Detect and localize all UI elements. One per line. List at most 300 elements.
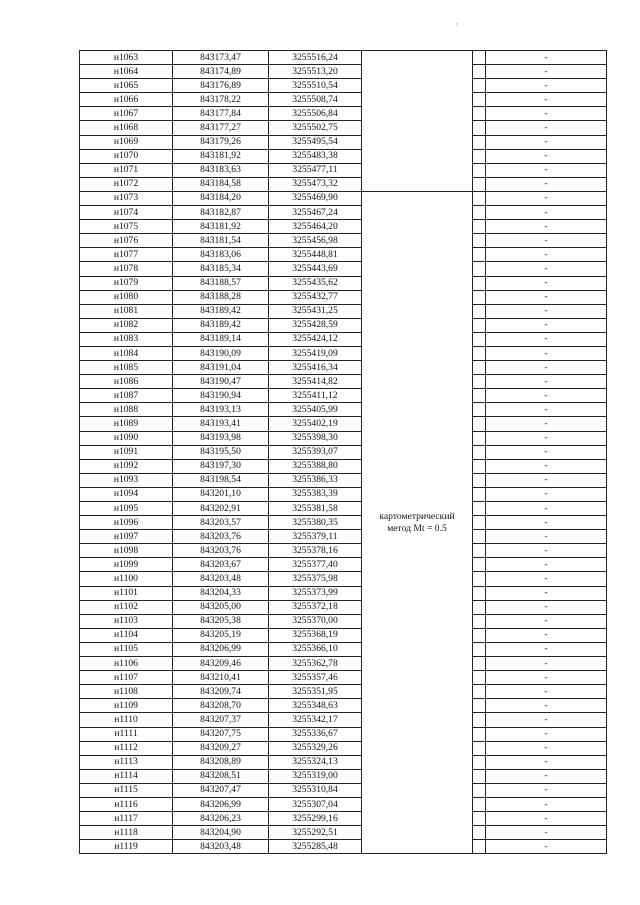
point-id-cell: н1103: [80, 614, 173, 628]
x-coordinate-cell: 843188,57: [173, 276, 269, 290]
dash-cell: -: [486, 530, 607, 544]
table-row: [80, 389, 607, 403]
table-row: [80, 487, 607, 501]
dash-cell: -: [486, 318, 607, 332]
y-coordinate-cell: 3255378,16: [269, 544, 362, 558]
y-coordinate-cell: 3255416,34: [269, 361, 362, 375]
table-row: [80, 614, 607, 628]
y-coordinate-cell: 3255405,99: [269, 403, 362, 417]
y-coordinate-cell: 3255319,00: [269, 769, 362, 783]
point-id-cell: н1078: [80, 262, 173, 276]
table-row: [80, 755, 607, 769]
y-coordinate-cell: 3255411,12: [269, 389, 362, 403]
table-row: [80, 375, 607, 389]
table-row: [80, 65, 607, 79]
point-id-cell: н1092: [80, 459, 173, 473]
table-row: [80, 191, 607, 205]
table-row: [80, 699, 607, 713]
gap-cell: [473, 332, 486, 346]
point-id-cell: н1074: [80, 206, 173, 220]
coordinates-table: [79, 50, 607, 854]
point-id-cell: н1080: [80, 290, 173, 304]
gap-cell: [473, 473, 486, 487]
table-row: [80, 431, 607, 445]
dash-cell: -: [486, 826, 607, 840]
x-coordinate-cell: 843181,92: [173, 220, 269, 234]
gap-cell: [473, 657, 486, 671]
point-id-cell: н1112: [80, 741, 173, 755]
gap-cell: [473, 642, 486, 656]
x-coordinate-cell: 843184,20: [173, 191, 269, 205]
gap-cell: [473, 572, 486, 586]
x-coordinate-cell: 843207,47: [173, 783, 269, 797]
x-coordinate-cell: 843185,34: [173, 262, 269, 276]
gap-cell: [473, 586, 486, 600]
x-coordinate-cell: 843181,92: [173, 149, 269, 163]
table-row: [80, 642, 607, 656]
dash-cell: -: [486, 121, 607, 135]
dash-cell: -: [486, 685, 607, 699]
table-row: [80, 600, 607, 614]
table-row: [80, 262, 607, 276]
gap-cell: [473, 346, 486, 360]
gap-cell: [473, 713, 486, 727]
point-id-cell: н1109: [80, 699, 173, 713]
dash-cell: -: [486, 346, 607, 360]
y-coordinate-cell: 3255292,51: [269, 826, 362, 840]
gap-cell: [473, 290, 486, 304]
dash-cell: -: [486, 459, 607, 473]
gap-cell: [473, 361, 486, 375]
dash-cell: -: [486, 741, 607, 755]
x-coordinate-cell: 843209,46: [173, 657, 269, 671]
dash-cell: -: [486, 657, 607, 671]
method-cell: [362, 191, 473, 853]
dash-cell: -: [486, 473, 607, 487]
dash-cell: -: [486, 361, 607, 375]
gap-cell: [473, 248, 486, 262]
x-coordinate-cell: 843189,42: [173, 318, 269, 332]
table-row: [80, 177, 607, 191]
x-coordinate-cell: 843203,76: [173, 530, 269, 544]
x-coordinate-cell: 843203,76: [173, 544, 269, 558]
point-id-cell: н1114: [80, 769, 173, 783]
point-id-cell: н1111: [80, 727, 173, 741]
gap-cell: [473, 389, 486, 403]
gap-cell: [473, 375, 486, 389]
x-coordinate-cell: 843183,63: [173, 163, 269, 177]
y-coordinate-cell: 3255307,04: [269, 797, 362, 811]
dash-cell: -: [486, 713, 607, 727]
y-coordinate-cell: 3255495,54: [269, 135, 362, 149]
y-coordinate-cell: 3255342,17: [269, 713, 362, 727]
gap-cell: [473, 769, 486, 783]
x-coordinate-cell: 843208,51: [173, 769, 269, 783]
table-row: [80, 586, 607, 600]
point-id-cell: н1072: [80, 177, 173, 191]
y-coordinate-cell: 3255516,24: [269, 51, 362, 65]
point-id-cell: н1087: [80, 389, 173, 403]
table-row: [80, 107, 607, 121]
dash-cell: -: [486, 840, 607, 854]
table-row: [80, 445, 607, 459]
y-coordinate-cell: 3255477,11: [269, 163, 362, 177]
y-coordinate-cell: 3255448,81: [269, 248, 362, 262]
gap-cell: [473, 220, 486, 234]
gap-cell: [473, 262, 486, 276]
x-coordinate-cell: 843189,14: [173, 332, 269, 346]
gap-cell: [473, 741, 486, 755]
dash-cell: -: [486, 51, 607, 65]
y-coordinate-cell: 3255285,48: [269, 840, 362, 854]
y-coordinate-cell: 3255372,18: [269, 600, 362, 614]
point-id-cell: н1102: [80, 600, 173, 614]
point-id-cell: н1070: [80, 149, 173, 163]
x-coordinate-cell: 843195,50: [173, 445, 269, 459]
point-id-cell: н1065: [80, 79, 173, 93]
gap-cell: [473, 685, 486, 699]
table-row: [80, 220, 607, 234]
y-coordinate-cell: 3255388,80: [269, 459, 362, 473]
dash-cell: -: [486, 107, 607, 121]
point-id-cell: н1063: [80, 51, 173, 65]
point-id-cell: н1096: [80, 516, 173, 530]
table-row: [80, 290, 607, 304]
gap-cell: [473, 403, 486, 417]
y-coordinate-cell: 3255508,74: [269, 93, 362, 107]
dash-cell: -: [486, 671, 607, 685]
point-id-cell: н1090: [80, 431, 173, 445]
table-row: [80, 812, 607, 826]
gap-cell: [473, 727, 486, 741]
x-coordinate-cell: 843193,13: [173, 403, 269, 417]
table-row: [80, 713, 607, 727]
x-coordinate-cell: 843203,48: [173, 572, 269, 586]
table-row: [80, 826, 607, 840]
dash-cell: -: [486, 276, 607, 290]
table-row: [80, 516, 607, 530]
dash-cell: -: [486, 516, 607, 530]
point-id-cell: н1101: [80, 586, 173, 600]
x-coordinate-cell: 843204,90: [173, 826, 269, 840]
gap-cell: [473, 276, 486, 290]
gap-cell: [473, 431, 486, 445]
table-row: [80, 149, 607, 163]
table-row: [80, 657, 607, 671]
x-coordinate-cell: 843193,41: [173, 417, 269, 431]
y-coordinate-cell: 3255370,00: [269, 614, 362, 628]
dash-cell: -: [486, 375, 607, 389]
x-coordinate-cell: 843205,19: [173, 628, 269, 642]
y-coordinate-cell: 3255513,20: [269, 65, 362, 79]
point-id-cell: н1077: [80, 248, 173, 262]
gap-cell: [473, 826, 486, 840]
point-id-cell: н1115: [80, 783, 173, 797]
table-row: [80, 544, 607, 558]
y-coordinate-cell: 3255383,39: [269, 487, 362, 501]
gap-cell: [473, 614, 486, 628]
gap-cell: [473, 177, 486, 191]
point-id-cell: н1118: [80, 826, 173, 840]
y-coordinate-cell: 3255432,77: [269, 290, 362, 304]
table-row: [80, 417, 607, 431]
x-coordinate-cell: 843204,33: [173, 586, 269, 600]
x-coordinate-cell: 843209,74: [173, 685, 269, 699]
dash-cell: -: [486, 135, 607, 149]
point-id-cell: н1091: [80, 445, 173, 459]
x-coordinate-cell: 843210,41: [173, 671, 269, 685]
x-coordinate-cell: 843174,89: [173, 65, 269, 79]
x-coordinate-cell: 843190,47: [173, 375, 269, 389]
method-line-2: метод Mt = 0.5: [387, 522, 447, 534]
y-coordinate-cell: 3255424,12: [269, 332, 362, 346]
point-id-cell: н1117: [80, 812, 173, 826]
dash-cell: -: [486, 93, 607, 107]
y-coordinate-cell: 3255373,99: [269, 586, 362, 600]
gap-cell: [473, 121, 486, 135]
y-coordinate-cell: 3255362,78: [269, 657, 362, 671]
gap-cell: [473, 206, 486, 220]
x-coordinate-cell: 843205,38: [173, 614, 269, 628]
point-id-cell: н1119: [80, 840, 173, 854]
x-coordinate-cell: 843202,91: [173, 502, 269, 516]
table-row: [80, 459, 607, 473]
dash-cell: -: [486, 558, 607, 572]
y-coordinate-cell: 3255464,20: [269, 220, 362, 234]
point-id-cell: н1108: [80, 685, 173, 699]
table-row: [80, 741, 607, 755]
gap-cell: [473, 502, 486, 516]
point-id-cell: н1099: [80, 558, 173, 572]
table-row: [80, 628, 607, 642]
dash-cell: -: [486, 544, 607, 558]
dash-cell: -: [486, 191, 607, 205]
point-id-cell: н1097: [80, 530, 173, 544]
dash-cell: -: [486, 699, 607, 713]
dash-cell: -: [486, 614, 607, 628]
gap-cell: [473, 459, 486, 473]
gap-cell: [473, 628, 486, 642]
x-coordinate-cell: 843191,04: [173, 361, 269, 375]
point-id-cell: н1105: [80, 642, 173, 656]
gap-cell: [473, 304, 486, 318]
y-coordinate-cell: 3255431,25: [269, 304, 362, 318]
point-id-cell: н1095: [80, 502, 173, 516]
point-id-cell: н1094: [80, 487, 173, 501]
y-coordinate-cell: 3255375,98: [269, 572, 362, 586]
gap-cell: [473, 755, 486, 769]
gap-cell: [473, 79, 486, 93]
point-id-cell: н1066: [80, 93, 173, 107]
table-row: [80, 248, 607, 262]
point-id-cell: н1084: [80, 346, 173, 360]
dash-cell: -: [486, 206, 607, 220]
dash-cell: -: [486, 389, 607, 403]
point-id-cell: н1068: [80, 121, 173, 135]
x-coordinate-cell: 843190,09: [173, 346, 269, 360]
method-cell-empty: [362, 51, 473, 192]
y-coordinate-cell: 3255380,35: [269, 516, 362, 530]
x-coordinate-cell: 843193,98: [173, 431, 269, 445]
point-id-cell: н1088: [80, 403, 173, 417]
point-id-cell: н1085: [80, 361, 173, 375]
y-coordinate-cell: 3255414,82: [269, 375, 362, 389]
gap-cell: [473, 671, 486, 685]
dash-cell: -: [486, 234, 607, 248]
dash-cell: -: [486, 769, 607, 783]
table-row: [80, 530, 607, 544]
dash-cell: -: [486, 332, 607, 346]
dash-cell: -: [486, 304, 607, 318]
point-id-cell: н1075: [80, 220, 173, 234]
y-coordinate-cell: 3255393,07: [269, 445, 362, 459]
x-coordinate-cell: 843209,27: [173, 741, 269, 755]
x-coordinate-cell: 843181,54: [173, 234, 269, 248]
gap-cell: [473, 163, 486, 177]
x-coordinate-cell: 843189,42: [173, 304, 269, 318]
dash-cell: -: [486, 403, 607, 417]
dash-cell: -: [486, 149, 607, 163]
dash-cell: -: [486, 290, 607, 304]
dash-cell: -: [486, 220, 607, 234]
x-coordinate-cell: 843203,67: [173, 558, 269, 572]
table-row: [80, 93, 607, 107]
dash-cell: -: [486, 417, 607, 431]
point-id-cell: н1100: [80, 572, 173, 586]
x-coordinate-cell: 843177,27: [173, 121, 269, 135]
gap-cell: [473, 135, 486, 149]
gap-cell: [473, 417, 486, 431]
y-coordinate-cell: 3255483,38: [269, 149, 362, 163]
gap-cell: [473, 600, 486, 614]
point-id-cell: н1073: [80, 191, 173, 205]
table-row: [80, 572, 607, 586]
y-coordinate-cell: 3255299,16: [269, 812, 362, 826]
dash-cell: -: [486, 755, 607, 769]
y-coordinate-cell: 3255428,59: [269, 318, 362, 332]
dash-cell: -: [486, 642, 607, 656]
table-row: [80, 304, 607, 318]
point-id-cell: н1093: [80, 473, 173, 487]
y-coordinate-cell: 3255510,54: [269, 79, 362, 93]
gap-cell: [473, 445, 486, 459]
table-row: [80, 502, 607, 516]
x-coordinate-cell: 843178,22: [173, 93, 269, 107]
x-coordinate-cell: 843207,37: [173, 713, 269, 727]
table-row: [80, 783, 607, 797]
dash-cell: -: [486, 65, 607, 79]
point-id-cell: н1086: [80, 375, 173, 389]
point-id-cell: н1079: [80, 276, 173, 290]
y-coordinate-cell: 3255324,13: [269, 755, 362, 769]
point-id-cell: н1064: [80, 65, 173, 79]
gap-cell: [473, 797, 486, 811]
dash-cell: -: [486, 177, 607, 191]
table-row: [80, 685, 607, 699]
y-coordinate-cell: 3255357,46: [269, 671, 362, 685]
table-row: [80, 403, 607, 417]
dash-cell: -: [486, 163, 607, 177]
table-row: [80, 206, 607, 220]
gap-cell: [473, 318, 486, 332]
gap-cell: [473, 93, 486, 107]
x-coordinate-cell: 843183,06: [173, 248, 269, 262]
table-row: [80, 671, 607, 685]
x-coordinate-cell: 843208,70: [173, 699, 269, 713]
dash-cell: -: [486, 445, 607, 459]
y-coordinate-cell: 3255329,26: [269, 741, 362, 755]
gap-cell: [473, 234, 486, 248]
point-id-cell: н1113: [80, 755, 173, 769]
y-coordinate-cell: 3255506,84: [269, 107, 362, 121]
dash-cell: -: [486, 783, 607, 797]
y-coordinate-cell: 3255377,40: [269, 558, 362, 572]
y-coordinate-cell: 3255386,33: [269, 473, 362, 487]
table-row: [80, 840, 607, 854]
y-coordinate-cell: 3255443,69: [269, 262, 362, 276]
table-row: [80, 163, 607, 177]
table-row: [80, 797, 607, 811]
x-coordinate-cell: 843173,47: [173, 51, 269, 65]
y-coordinate-cell: 3255366,10: [269, 642, 362, 656]
x-coordinate-cell: 843197,30: [173, 459, 269, 473]
x-coordinate-cell: 843179,26: [173, 135, 269, 149]
gap-cell: [473, 558, 486, 572]
dash-cell: -: [486, 79, 607, 93]
gap-cell: [473, 516, 486, 530]
y-coordinate-cell: 3255336,67: [269, 727, 362, 741]
table-row: [80, 51, 607, 65]
dash-cell: -: [486, 262, 607, 276]
y-coordinate-cell: 3255398,30: [269, 431, 362, 445]
point-id-cell: н1083: [80, 332, 173, 346]
x-coordinate-cell: 843206,99: [173, 642, 269, 656]
gap-cell: [473, 191, 486, 205]
point-id-cell: н1069: [80, 135, 173, 149]
y-coordinate-cell: 3255502,75: [269, 121, 362, 135]
gap-cell: [473, 107, 486, 121]
gap-cell: [473, 530, 486, 544]
point-id-cell: н1082: [80, 318, 173, 332]
y-coordinate-cell: 3255379,11: [269, 530, 362, 544]
dash-cell: -: [486, 502, 607, 516]
x-coordinate-cell: 843206,99: [173, 797, 269, 811]
point-id-cell: н1081: [80, 304, 173, 318]
x-coordinate-cell: 843207,75: [173, 727, 269, 741]
table-row: [80, 79, 607, 93]
gap-cell: [473, 149, 486, 163]
dash-cell: -: [486, 797, 607, 811]
y-coordinate-cell: 3255419,09: [269, 346, 362, 360]
y-coordinate-cell: 3255435,62: [269, 276, 362, 290]
point-id-cell: н1104: [80, 628, 173, 642]
coordinates-table-body: [80, 51, 607, 854]
gap-cell: [473, 65, 486, 79]
table-row: [80, 121, 607, 135]
point-id-cell: н1110: [80, 713, 173, 727]
point-id-cell: н1071: [80, 163, 173, 177]
y-coordinate-cell: 3255456,98: [269, 234, 362, 248]
gap-cell: [473, 783, 486, 797]
gap-cell: [473, 51, 486, 65]
y-coordinate-cell: 3255351,95: [269, 685, 362, 699]
point-id-cell: н1089: [80, 417, 173, 431]
y-coordinate-cell: 3255381,58: [269, 502, 362, 516]
x-coordinate-cell: 843198,54: [173, 473, 269, 487]
point-id-cell: н1067: [80, 107, 173, 121]
gap-cell: [473, 812, 486, 826]
table-row: [80, 727, 607, 741]
